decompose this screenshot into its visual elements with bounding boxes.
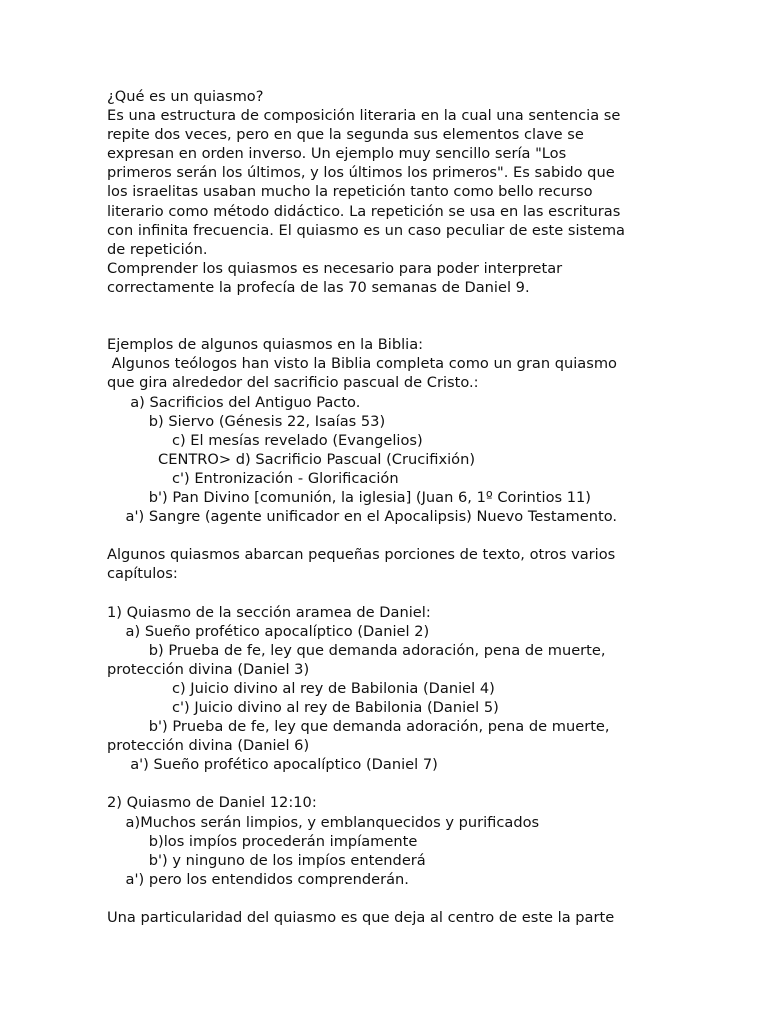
paragraph-line: los israelitas usaban mucho la repetición tanto como bello recurso <box>107 183 593 201</box>
section-heading: 2) Quiasmo de Daniel 12:10: <box>107 794 317 812</box>
paragraph-line: con infinita frecuencia. El quiasmo es un caso peculiar de este sistema <box>107 221 625 239</box>
chiasm-item: c') Entronización - Glorificación <box>107 469 399 487</box>
blank-line <box>107 316 747 335</box>
chiasm-item: b') y ninguno de los impíos entenderá <box>107 851 426 869</box>
chiasm-item: c) Juicio divino al rey de Babilonia (Daniel 4) <box>107 679 495 697</box>
chiasm-item: b) Siervo (Génesis 22, Isaías 53) <box>107 412 386 430</box>
blank-line <box>107 297 747 316</box>
paragraph-line: repite dos veces, pero en que la segunda sus elementos clave se <box>107 126 584 144</box>
chiasm-center-item: CENTRO> d) Sacrificio Pascual (Crucifixión) <box>107 450 476 468</box>
blank-line <box>107 526 747 545</box>
section-heading: 1) Quiasmo de la sección aramea de Daniel: <box>107 603 431 621</box>
chiasm-item: a)Muchos serán limpios, y emblanquecidos y purificados <box>107 813 540 831</box>
chiasm-item: a) Sueño profético apocalíptico (Daniel 2) <box>107 622 430 640</box>
paragraph-line: que gira alrededor del sacrificio pascual de Cristo.: <box>107 374 479 392</box>
chiasm-item: c) El mesías revelado (Evangelios) <box>107 431 423 449</box>
blank-line <box>107 774 747 793</box>
paragraph-line: Una particularidad del quiasmo es que deja al centro de este la parte <box>107 909 615 927</box>
chiasm-item: a) Sacrificios del Antiguo Pacto. <box>107 393 361 411</box>
paragraph-line: Comprender los quiasmos es necesario para poder interpretar <box>107 259 563 277</box>
paragraph-line: Algunos teólogos han visto la Biblia completa como un gran quiasmo <box>107 355 617 373</box>
question-heading: ¿Qué es un quiasmo? <box>107 88 264 105</box>
chiasm-item: b') Prueba de fe, ley que demanda adoración, pena de muerte, <box>107 718 610 736</box>
chiasm-item: b)los impíos procederán impíamente <box>107 832 418 850</box>
examples-heading: Ejemplos de algunos quiasmos en la Biblia: <box>107 336 424 354</box>
chiasm-item: protección divina (Daniel 3) <box>107 660 310 678</box>
blank-line <box>107 583 747 602</box>
chiasm-item: protección divina (Daniel 6) <box>107 737 310 755</box>
blank-line <box>107 889 747 908</box>
chiasm-item: c') Juicio divino al rey de Babilonia (Daniel 5) <box>107 699 499 716</box>
document-page <box>107 87 747 927</box>
paragraph-line: de repetición. <box>107 240 208 258</box>
chiasm-item: a') Sueño profético apocalíptico (Daniel 7) <box>107 756 438 774</box>
chiasm-item: a') pero los entendidos comprenderán. <box>107 870 409 888</box>
paragraph-line: Es una estructura de composición literaria en la cual una sentencia se <box>107 107 621 125</box>
chiasm-item: b') Pan Divino [comunión, la iglesia] (Juan 6, 1º Corintios 11) <box>107 488 592 506</box>
paragraph-line: Algunos quiasmos abarcan pequeñas porciones de texto, otros varios <box>107 546 616 564</box>
chiasm-item: a') Sangre (agente unificador en el Apocalipsis) Nuevo Testamento. <box>107 508 618 526</box>
paragraph-line: expresan en orden inverso. Un ejemplo muy sencillo sería "Los <box>107 145 567 163</box>
paragraph-line: correctamente la profecía de las 70 semanas de Daniel 9. <box>107 278 530 296</box>
paragraph-line: primeros serán los últimos, y los últimos los primeros". Es sabido que <box>107 164 615 182</box>
paragraph-line: literario como método didáctico. La repetición se usa en las escrituras <box>107 202 621 220</box>
chiasm-item: b) Prueba de fe, ley que demanda adoración, pena de muerte, <box>107 641 606 659</box>
paragraph-line: capítulos: <box>107 565 178 583</box>
